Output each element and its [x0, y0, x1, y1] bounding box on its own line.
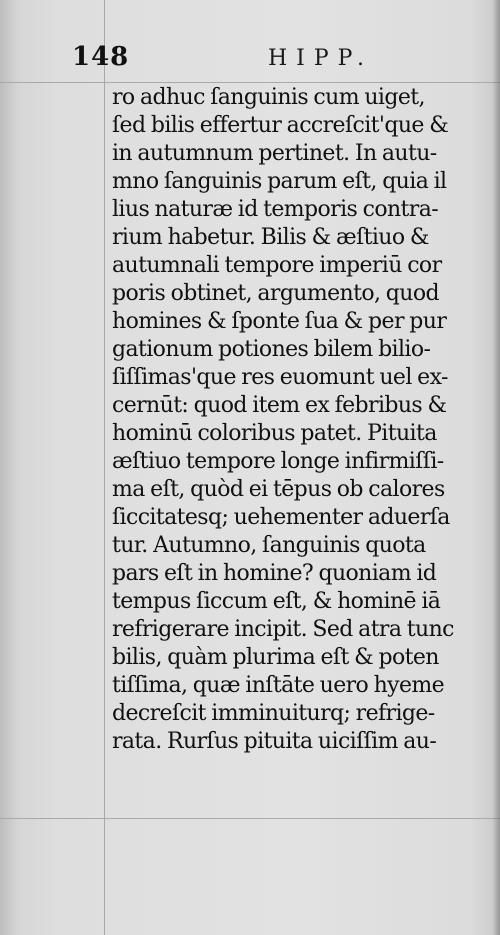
text-line: tiſſima, quæ inſtāte uero hyeme	[112, 673, 445, 698]
ruled-guide-line	[0, 82, 500, 83]
text-line: tempus ſiccum eſt, & hominē iā	[112, 589, 441, 614]
text-line: mno ſanguinis parum eſt, quia il	[112, 169, 447, 194]
text-line: refrigerare incipit. Sed atra tunc	[112, 617, 454, 642]
running-head	[0, 40, 500, 80]
text-line: cernūt: quod item ex febribus &	[112, 393, 447, 418]
running-title: HIPP.	[268, 46, 374, 71]
body-text	[112, 84, 494, 756]
text-line: æſtiuo tempore longe infirmiſſi-	[112, 449, 444, 474]
text-line: ſiccitatesq; uehementer aduerſa	[112, 505, 450, 530]
text-line: ſiſſimas'que res euomunt uel ex-	[112, 365, 448, 390]
text-line: rata. Rurſus pituita uiciſſim au-	[112, 729, 437, 754]
ruled-guide-line	[104, 0, 105, 935]
text-line: ſed bilis effertur accreſcit'que &	[112, 113, 449, 138]
text-line: tur. Autumno, ſanguinis quota	[112, 533, 426, 558]
text-line: gationum potiones bilem bilio-	[112, 337, 431, 362]
text-line: rium habetur. Bilis & æſtiuo &	[112, 225, 429, 250]
page-edge-shadow	[492, 0, 500, 935]
ruled-guide-line	[0, 818, 500, 819]
text-line: homines & ſponte ſua & per pur	[112, 309, 447, 334]
text-line: poris obtinet, argumento, quod	[112, 281, 439, 306]
text-line: hominū coloribus patet. Pituita	[112, 421, 437, 446]
text-line: bilis, quàm plurima eſt & poten	[112, 645, 439, 670]
text-line: autumnali tempore imperiū cor	[112, 253, 442, 278]
text-line: in autumnum pertinet. In autu-	[112, 141, 437, 166]
text-line: lius naturæ id temporis contra-	[112, 197, 439, 222]
text-line: ma eſt, quòd ei tēpus ob calores	[112, 477, 445, 502]
text-line: ro adhuc ſanguinis cum uiget,	[112, 85, 425, 110]
page-number: 148	[72, 42, 130, 72]
text-line: pars eſt in homine? quoniam id	[112, 561, 437, 586]
text-line: decreſcit imminuiturq; refrige-	[112, 701, 435, 726]
